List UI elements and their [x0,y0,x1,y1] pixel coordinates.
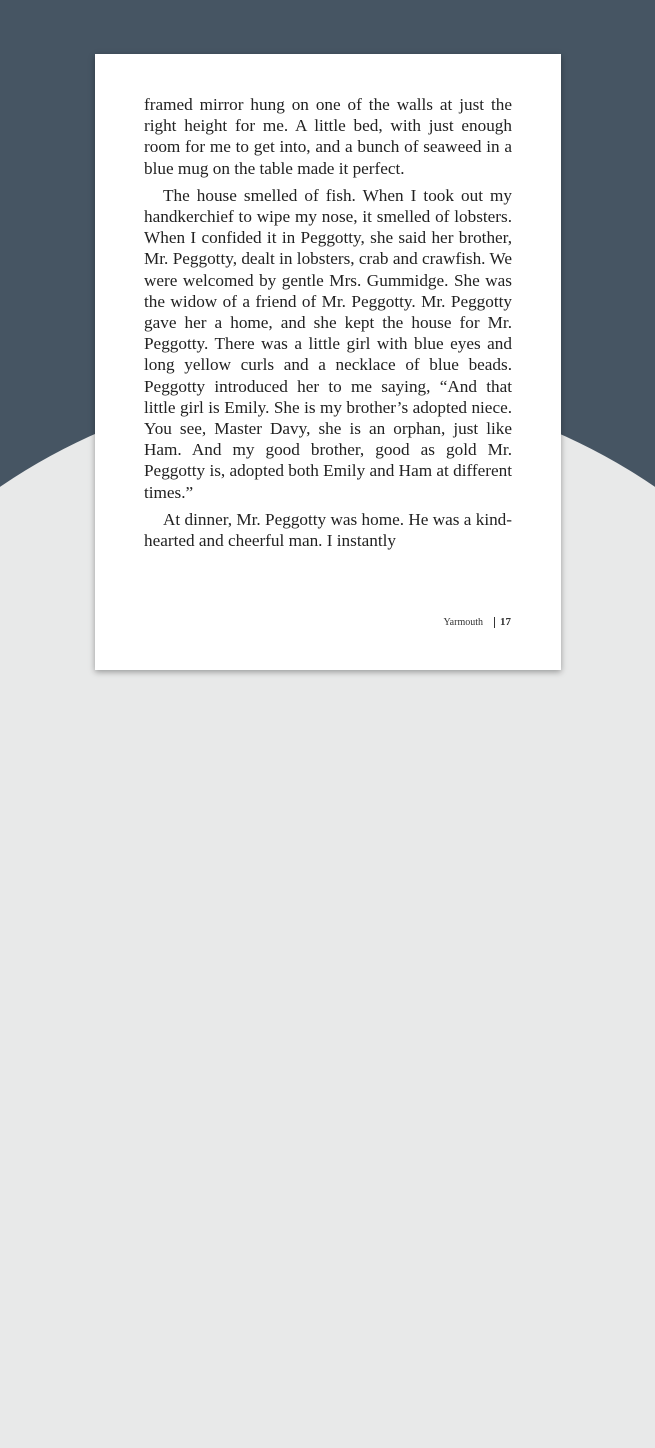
running-head-chapter: Yarmouth [443,616,483,628]
page-footer [443,616,511,628]
paragraph-1: framed mirror hung on one of the walls at just the right height for me. A little bed, with just enough room for me to get into, and a bunch of seaweed in a blue mug on the table made it perfect. [144,95,512,178]
book-page [95,54,561,670]
page-text [144,94,512,551]
paragraph-2: The house smelled of fish. When I took out my handkerchief to wipe my nose, it smelled of lobsters. When I confided it in Peggotty, she said her brother, Mr. Peggotty, dealt in lobsters, crab and crawfish. We were welcomed by gentle Mrs. Gummidge. She was the widow of a friend of Mr. Peggotty. Mr. Peggotty gave her a home, and she kept the house for Mr. Peggotty. There was a little girl with blue eyes and long yellow curls and a necklace of blue beads. Peggotty introduced her to me saying, “And that little girl is Emily. She is my brother’s adopted niece. You see, Master Davy, she is an orphan, just like Ham. And my good brother, good as gold Mr. Peggotty is, adopted both Emily and Ham at different times.” [144,185,512,502]
footer-divider [494,617,495,628]
paragraph-3: At dinner, Mr. Peggotty was home. He was a kind-hearted and cheerful man. I instantly [144,509,512,551]
page-number: 17 [500,616,511,628]
